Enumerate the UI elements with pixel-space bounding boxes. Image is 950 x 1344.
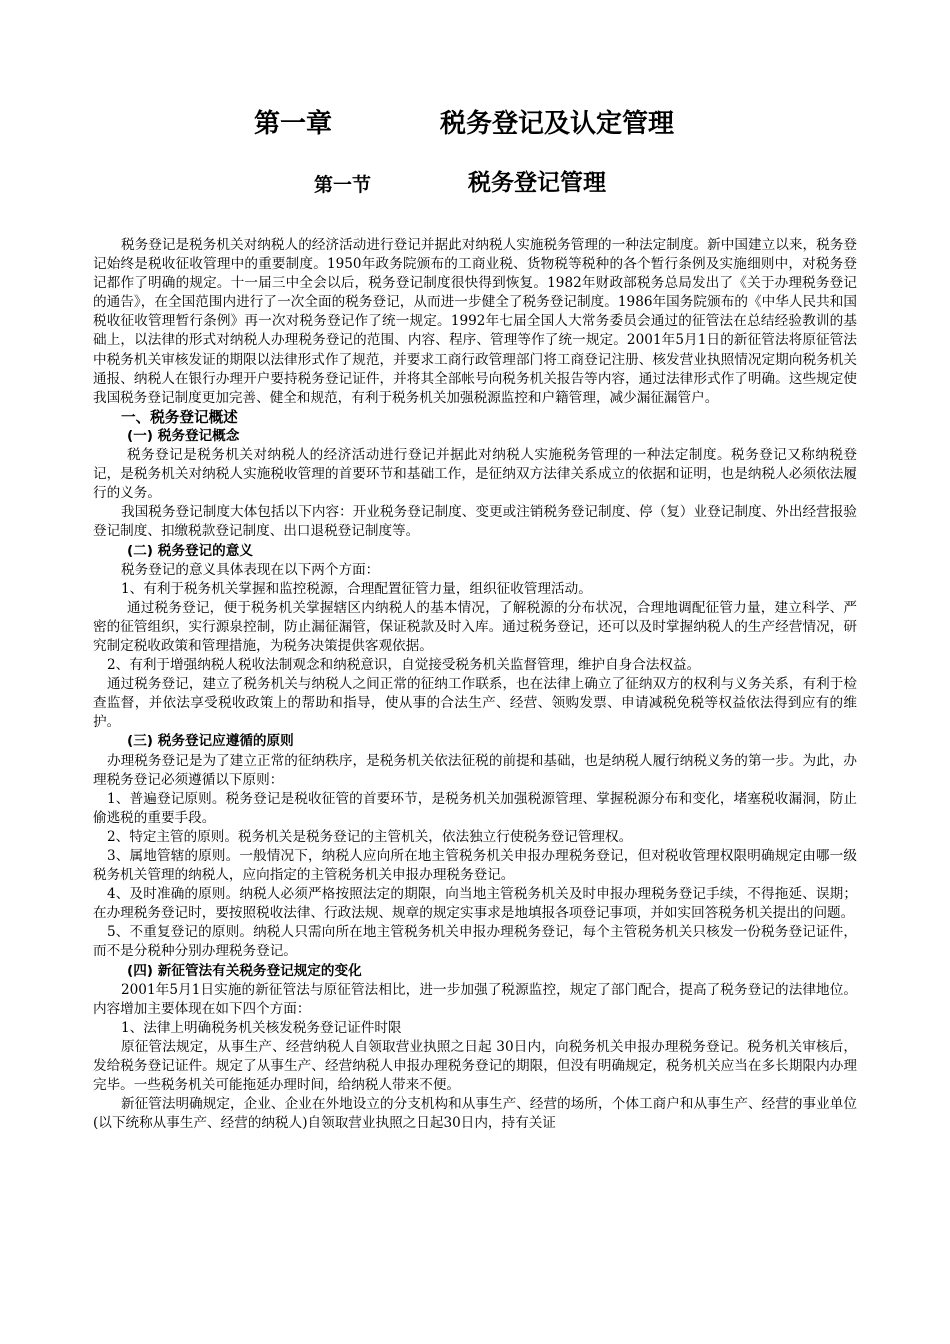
section-title	[0, 168, 950, 202]
body-paragraph: 原征管法规定，从事生产、经营纳税人自领取营业执照之日起 30日内，向税务机关申报办理税务登记。税务机关审核后，发给税务登记证件。规定了从事生产、经营纳税人申报办理税务登记的期限，但没有明确规定，税务机关应当在多长期限内办理完毕。一些税务机关可能拖延办理时间，给纳税人带来不便。	[93, 1038, 857, 1094]
body-paragraph: 办理税务登记是为了建立正常的征纳秩序，是税务机关依法征税的前提和基础，也是纳税人履行纳税义务的第一步。为此，办理税务登记必须遵循以下原则：	[93, 752, 857, 788]
body-paragraph: 我国税务登记制度大体包括以下内容：开业税务登记制度、变更或注销税务登记制度、停（复）业登记制度、外出经营报验登记制度、扣缴税款登记制度、出口退税登记制度等。	[93, 504, 857, 540]
section-name: 税务登记管理	[468, 170, 606, 196]
body-paragraph: 税务登记是税务机关对纳税人的经济活动进行登记并据此对纳税人实施税务管理的一种法定制度。税务登记又称纳税登记，是税务机关对纳税人实施税收管理的首要环节和基础工作，是征纳双方法律关系成立的依据和证明，也是纳税人必须依法履行的义务。	[93, 447, 857, 502]
body-paragraph: 1、法律上明确税务机关核发税务登记证件时限	[121, 1019, 402, 1036]
heading-level-2: (一) 税务登记概念	[127, 427, 240, 444]
body-paragraph: 1、有利于税务机关掌握和监控税源，合理配置征管力量，组织征收管理活动。	[121, 580, 592, 597]
chapter-name: 税务登记及认定管理	[440, 109, 675, 139]
body-paragraph: 1、普遍登记原则。税务登记是税收征管的首要环节，是税务机关加强税源管理、掌握税源分布和变化，堵塞税收漏洞，防止偷逃税的重要手段。	[93, 790, 857, 826]
chapter-number: 第一章	[254, 109, 333, 139]
body-paragraph: 新征管法明确规定，企业、企业在外地设立的分支机构和从事生产、经营的场所，个体工商户和从事生产、经营的事业单位(以下统称从事生产、经营的纳税人)自领取营业执照之日起30日内，持有关证	[93, 1096, 857, 1132]
document-body	[93, 236, 857, 1133]
body-paragraph: 税务登记的意义具体表现在以下两个方面：	[121, 561, 380, 578]
body-paragraph: 4、及时准确的原则。纳税人必须严格按照法定的期限，向当地主管税务机关及时申报办理税务登记手续，不得拖延、误期；在办理税务登记时，要按照税收法律、行政法规、规章的规定实事求是地填报各项登记事项，并如实回答税务机关提出的问题。	[93, 886, 857, 922]
heading-level-2: (四) 新征管法有关税务登记规定的变化	[127, 962, 362, 979]
heading-level-2: (三) 税务登记应遵循的原则	[127, 733, 294, 750]
body-paragraph: 5、不重复登记的原则。纳税人只需向所在地主管税务机关申报办理税务登记，每个主管税务机关只核发一份税务登记证件，而不是分税种分别办理税务登记。	[93, 924, 857, 960]
section-number: 第一节	[314, 174, 372, 196]
heading-level-2: (二) 税务登记的意义	[127, 542, 253, 559]
body-paragraph: 通过税务登记，建立了税务机关与纳税人之间正常的征纳工作联系，也在法律上确立了征纳双方的权利与义务关系，有利于检查监督，并依法享受税收政策上的帮助和指导，使从事的合法生产、经营、领购发票、申请减税免税等权益依法得到应有的维护。	[93, 676, 857, 731]
chapter-title	[0, 106, 950, 146]
body-paragraph: 通过税务登记，便于税务机关掌握辖区内纳税人的基本情况，了解税源的分布状况，合理地调配征管力量，建立科学、严密的征管组织，实行源泉控制，防止漏征漏管，保证税款及时入库。通过税务登记，还可以及时掌握纳税人的生产经营情况，研究制定税收政策和管理措施，为税务决策提供客观依据。	[93, 599, 857, 654]
heading-level-1: 一、税务登记概述	[121, 408, 238, 426]
body-paragraph: 2001年5月1日实施的新征管法与原征管法相比，进一步加强了税源监控，规定了部门配合，提高了税务登记的法律地位。内容增加主要体现在如下四个方面：	[93, 981, 857, 1017]
body-paragraph: 2、有利于增强纳税人税收法制观念和纳税意识，自觉接受税务机关监督管理，维护自身合法权益。	[107, 657, 701, 674]
body-paragraph: 3、属地管辖的原则。一般情况下，纳税人应向所在地主管税务机关申报办理税务登记，但对税收管理权限明确规定由哪一级税务机关管理的纳税人，应向指定的主管税务机关申报办理税务登记。	[93, 848, 857, 884]
body-paragraph: 税务登记是税务机关对纳税人的经济活动进行登记并据此对纳税人实施税务管理的一种法定制度。新中国建立以来，税务登记始终是税收征收管理中的重要制度。1950年政务院颁布的工商业税、货物税等税种的各个暂行条例及实施细则中，对税务登记都作了明确的规定。十一届三中全会以后，税务登记制度很快得到恢复。1982年财政部税务总局发出了《关于办理税务登记的通告》，在全国范围内进行了一次全面的税务登记，从而进一步健全了税务登记制度。1986年国务院颁布的《中华人民共和国税收征收管理暂行条例》再一次对税务登记作了统一规定。1992年七届全国人大常务委员会通过的征管法在总结经验教训的基础上，以法律的形式对纳税人办理税务登记的范围、内容、程序、管理等作了统一规定。2001年5月1日的新征管法将原征管法中税务机关审核发证的期限以法律形式作了规范，并要求工商行政管理部门将工商登记注册、核发营业执照情况定期向税务机关通报、纳税人在银行办理开户要持税务登记证件，并将其全部帐号向税务机关报告等内容，通过法律形式作了明确。这些规定使我国税务登记制度更加完善、健全和规范，有利于税务机关加强税源监控和户籍管理，减少漏征漏管户。	[93, 237, 857, 406]
body-paragraph: 2、特定主管的原则。税务机关是税务登记的主管机关，依法独立行使税务登记管理权。	[107, 828, 633, 845]
